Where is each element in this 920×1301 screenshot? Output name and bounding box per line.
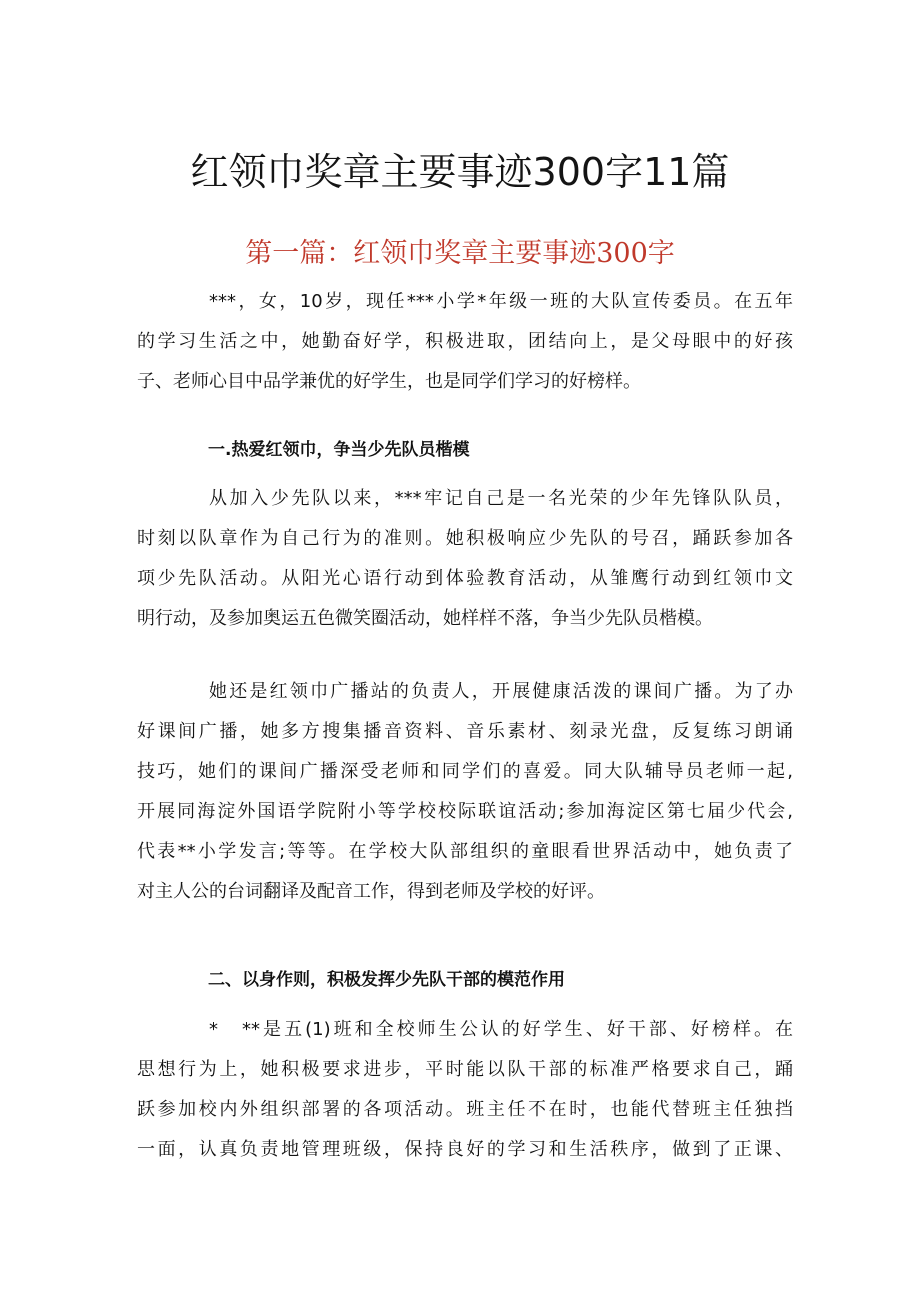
paragraph-line: 对主人公的台词翻译及配音工作，得到老师及学校的好评。 [137,881,605,902]
paragraph-line: ***，女，10岁，现任***小学*年级一班的大队宣传委员。在五年 [209,291,793,312]
paragraph-line: 从加入少先队以来，***牢记自己是一名光荣的少年先锋队队员， [209,488,793,509]
paragraph-line: 子、老师心目中品学兼优的好学生，也是同学们学习的好榜样。 [137,371,641,392]
paragraph-line: 思想行为上，她积极要求进步，平时能以队干部的标准严格要求自己，踊 [137,1059,793,1080]
intro-paragraph [137,282,793,402]
document-title: 红领巾奖章主要事迹300字11篇 [190,150,730,194]
paragraph-line: 开展同海淀外国语学院附小等学校校际联谊活动;参加海淀区第七届少代会, [137,801,793,822]
paragraph-line: 她还是红领巾广播站的负责人，开展健康活泼的课间广播。为了办 [209,681,793,702]
paragraph-line: 一面，认真负责地管理班级，保持良好的学习和生活秩序，做到了正课、 [137,1139,793,1160]
section2-paragraph-1 [137,1010,793,1170]
paragraph-line: 跃参加校内外组织部署的各项活动。班主任不在时，也能代替班主任独挡 [137,1099,793,1120]
paragraph-line: 项少先队活动。从阳光心语行动到体验教育活动，从雏鹰行动到红领巾文 [137,568,793,589]
paragraph-line: * **是五(1)班和全校师生公认的好学生、好干部、好榜样。在 [209,1019,793,1040]
paragraph-line: 时刻以队章作为自己行为的准则。她积极响应少先队的号召，踊跃参加各 [137,528,793,549]
section-heading-1: 一.热爱红领巾，争当少先队员楷模 [208,440,470,460]
paragraph-line: 技巧，她们的课间广播深受老师和同学们的喜爱。同大队辅导员老师一起, [137,761,793,782]
section1-paragraph-1 [137,479,793,639]
section-heading-2: 二、以身作则，积极发挥少先队干部的模范作用 [208,970,565,990]
paragraph-line: 明行动，及参加奥运五色微笑圈活动，她样样不落，争当少先队员楷模。 [137,608,713,629]
paragraph-line: 的学习生活之中，她勤奋好学，积极进取，团结向上，是父母眼中的好孩 [137,331,793,352]
chapter-title: 第一篇：红领巾奖章主要事迹300字 [245,238,675,269]
section1-paragraph-2 [137,672,793,912]
paragraph-line: 代表**小学发言;等等。在学校大队部组织的童眼看世界活动中，她负责了 [137,841,793,862]
paragraph-line: 好课间广播，她多方搜集播音资料、音乐素材、刻录光盘，反复练习朗诵 [137,721,793,742]
